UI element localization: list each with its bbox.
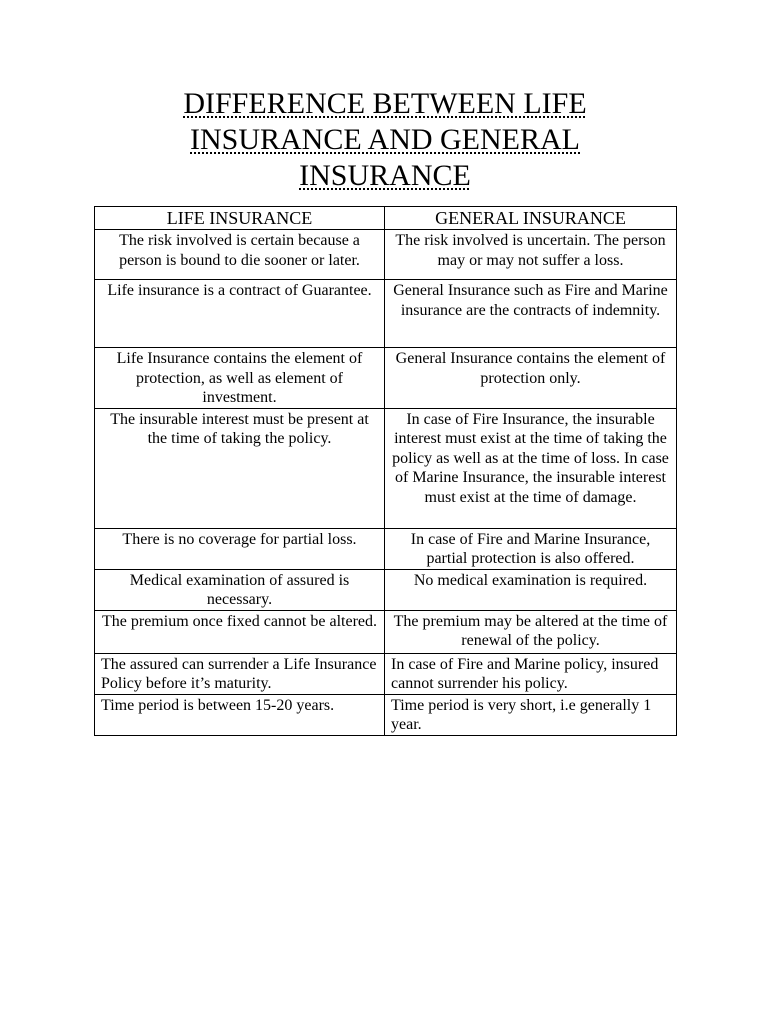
table-row [95,280,677,348]
page-title [94,86,676,194]
general-cell: Time period is very short, i.e generally 1 year. [385,694,677,735]
life-cell: Medical examination of assured is necessary. [95,569,385,610]
life-cell: Life insurance is a contract of Guarantee. [95,280,385,348]
table-row [95,408,677,528]
general-cell: In case of Fire and Marine Insurance, partial protection is also offered. [385,528,677,569]
general-cell: In case of Fire Insurance, the insurable interest must exist at the time of taking the policy as well as at the time of loss. In case of Marine Insurance, the insurable interest must exist at the time of damage. [385,408,677,528]
table-header-row [95,207,677,230]
general-cell: The risk involved is uncertain. The person may or may not suffer a loss. [385,230,677,280]
life-cell: The insurable interest must be present at the time of taking the policy. [95,408,385,528]
life-cell: The assured can surrender a Life Insurance Policy before it’s maturity. [95,653,385,694]
life-cell: Life Insurance contains the element of protection, as well as element of investment. [95,348,385,409]
general-cell: General Insurance such as Fire and Marine insurance are the contracts of indemnity. [385,280,677,348]
general-cell: No medical examination is required. [385,569,677,610]
general-cell: In case of Fire and Marine policy, insured cannot surrender his policy. [385,653,677,694]
header-general-insurance: GENERAL INSURANCE [385,207,677,230]
table-row [95,694,677,735]
table-row [95,348,677,409]
life-cell: The risk involved is certain because a person is bound to die sooner or later. [95,230,385,280]
table-row [95,610,677,653]
life-cell: The premium once fixed cannot be altered. [95,610,385,653]
table-row [95,230,677,280]
header-life-insurance: LIFE INSURANCE [95,207,385,230]
life-cell: Time period is between 15-20 years. [95,694,385,735]
title-line-1: DIFFERENCE BETWEEN LIFE [183,87,587,120]
general-cell: The premium may be altered at the time of renewal of the policy. [385,610,677,653]
title-line-2: INSURANCE AND GENERAL [190,123,580,156]
table-row [95,528,677,569]
general-cell: General Insurance contains the element of protection only. [385,348,677,409]
table-row [95,653,677,694]
comparison-table [94,206,677,736]
table-row [95,569,677,610]
title-line-3: INSURANCE [299,159,471,192]
life-cell: There is no coverage for partial loss. [95,528,385,569]
